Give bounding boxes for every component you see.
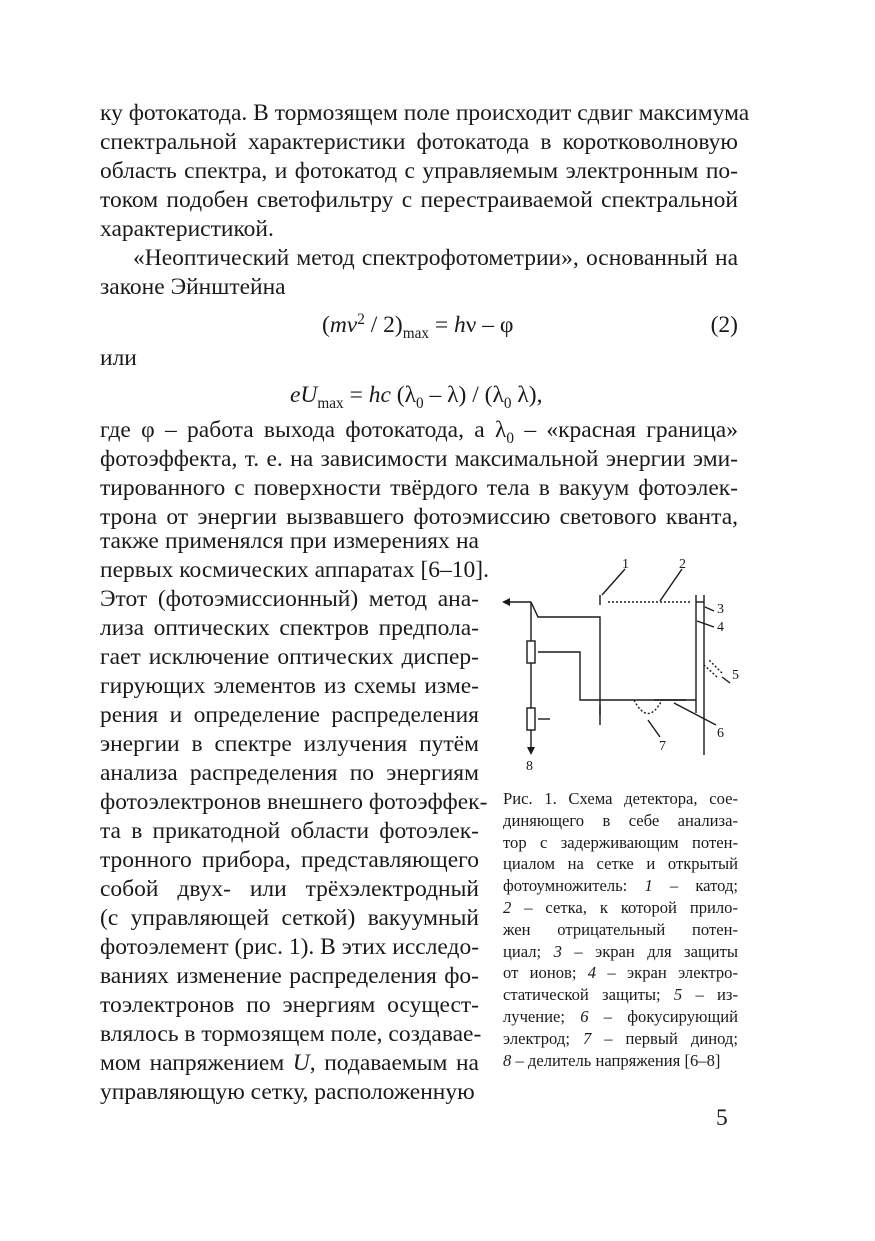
- resistor-upper: [527, 641, 535, 663]
- first-dynode: [634, 700, 662, 714]
- leader-line: [648, 720, 660, 737]
- paragraph-line: спектральной характеристики фотокатода в коротковолновую: [100, 129, 738, 155]
- column-line: первых космических аппаратах [6–10].: [100, 557, 490, 583]
- ground-arrow-icon: [527, 747, 535, 755]
- leader-line: [660, 569, 682, 601]
- label-7: 7: [659, 739, 666, 754]
- equation-2: $(mv^2 / 2)_{max} = h\nu - \varphi$: [322, 311, 514, 342]
- column-line: тоэлектронов по энергиям осущест-: [100, 992, 479, 1018]
- caption-line: жен отрицательный потен-: [503, 919, 738, 939]
- page-number: 5: [716, 1105, 728, 1131]
- caption-line: Рис. 1. Схема детектора, сое-: [503, 789, 738, 808]
- column-line: фотоэлектронов внешнего фотоэффек-: [100, 789, 488, 815]
- column-line: мом напряжением U, подаваемым на: [100, 1050, 479, 1076]
- column-line: Этот (фотоэмиссионный) метод ана-: [100, 586, 479, 612]
- column-line: лиза оптических спектров предпола-: [100, 615, 479, 641]
- caption-line: 2 – сетка, к которой прило-: [503, 898, 738, 917]
- label-1: 1: [622, 557, 629, 572]
- caption-line: статической защиты; 5 – из-: [503, 985, 738, 1005]
- leader-line: [602, 569, 625, 595]
- caption-line: фотоумножитель: 1 – катод;: [503, 876, 738, 896]
- subscript: 0: [506, 429, 515, 447]
- column-line: влялось в тормозящем поле, создавае-: [100, 1021, 482, 1047]
- caption-line: диняющего в себе анализа-: [503, 810, 738, 830]
- column-line: фотоэлемент (рис. 1). В этих исследо-: [100, 934, 480, 960]
- paragraph-line: тированного с поверхности твёрдого тела в вакуум фотоэлек-: [100, 475, 738, 501]
- caption-line: циалом на сетке и открытый: [503, 854, 738, 874]
- caption-line: циал; 3 – экран для защиты: [503, 941, 739, 961]
- upper-text-block: [100, 99, 750, 549]
- grid-lead: [538, 652, 686, 700]
- leader-line: [722, 677, 730, 683]
- label-8: 8: [526, 759, 533, 774]
- column-line: тронного прибора, представляющего: [100, 847, 479, 873]
- column-line: гирующих элементов из схемы изме-: [100, 673, 479, 699]
- leader-line: [697, 621, 714, 627]
- paragraph-line: фотоэффекта, т. е. на зависимости максимальной энергии эми-: [100, 446, 738, 472]
- caption-line: 8 – делитель напряжения [6–8]: [503, 1050, 721, 1070]
- detector-schematic: [498, 555, 743, 775]
- equation-number: (2): [710, 312, 738, 338]
- column-line: гает исключение оптических диспер-: [100, 644, 479, 670]
- left-text-column: [100, 527, 490, 1105]
- equation-3: $eU_{max}$ = hc $(\lambda_0 - \lambda) / (\lambda_0$ λ),: [290, 382, 543, 412]
- paragraph-line: ку фотокатода. В тормозящем поле происходит сдвиг максимума: [100, 100, 750, 126]
- paragraph-line: характеристикой.: [100, 216, 274, 242]
- paragraph-line: законе Эйнштейна: [100, 274, 286, 300]
- column-line: энергии в спектре излучения путём: [100, 731, 479, 757]
- paragraph-line: «Неоптический метод спектрофотометрии», основанный на: [133, 245, 738, 271]
- paragraph-line: током подобен светофильтру с перестраиваемой спектральной: [100, 187, 738, 213]
- leader-line: [674, 703, 716, 725]
- column-line: анализа распределения по энергиям: [100, 760, 479, 786]
- label-6: 6: [717, 726, 724, 741]
- cathode-lead: [531, 602, 600, 715]
- column-line: рения и определение распределения: [100, 702, 479, 728]
- column-line: собой двух- или трёхэлектродный: [100, 876, 479, 902]
- label-5: 5: [732, 668, 739, 683]
- text-fragment: где φ – работа выхода фотокатода, а λ: [100, 417, 507, 443]
- column-line: ваниях изменение распределения фо-: [100, 963, 479, 989]
- output-arrow-icon: [502, 598, 510, 606]
- resistor-lower: [527, 708, 535, 730]
- caption-line: тор с задерживающим потен-: [503, 832, 738, 852]
- paragraph-line: трона от энергии вызвавшего фотоэмиссию светового кванта,: [100, 504, 738, 530]
- label-2: 2: [679, 557, 686, 572]
- text-fragment: – «красная граница»: [514, 417, 738, 443]
- label-4: 4: [717, 620, 724, 635]
- column-line: также применялся при измерениях на: [100, 528, 479, 554]
- figure-caption: [503, 788, 738, 1078]
- schematic-drawing: [498, 555, 743, 775]
- leader-line: [705, 607, 714, 611]
- caption-line: от ионов; 4 – экран электро-: [503, 963, 738, 983]
- column-line: управляющую сетку, расположенную: [100, 1079, 475, 1105]
- or-word: или: [100, 345, 137, 371]
- paragraph-line: [100, 416, 738, 445]
- caption-line: лучение; 6 – фокусирующий: [503, 1007, 738, 1026]
- label-3: 3: [717, 602, 724, 617]
- column-line: (с управляющей сеткой) вакуумный: [100, 905, 479, 931]
- caption-line: электрод; 7 – первый динод;: [503, 1028, 738, 1048]
- paragraph-line: область спектра, и фотокатод с управляемым электронным по-: [100, 158, 738, 184]
- column-line: та в прикатодной области фотоэлек-: [100, 818, 479, 844]
